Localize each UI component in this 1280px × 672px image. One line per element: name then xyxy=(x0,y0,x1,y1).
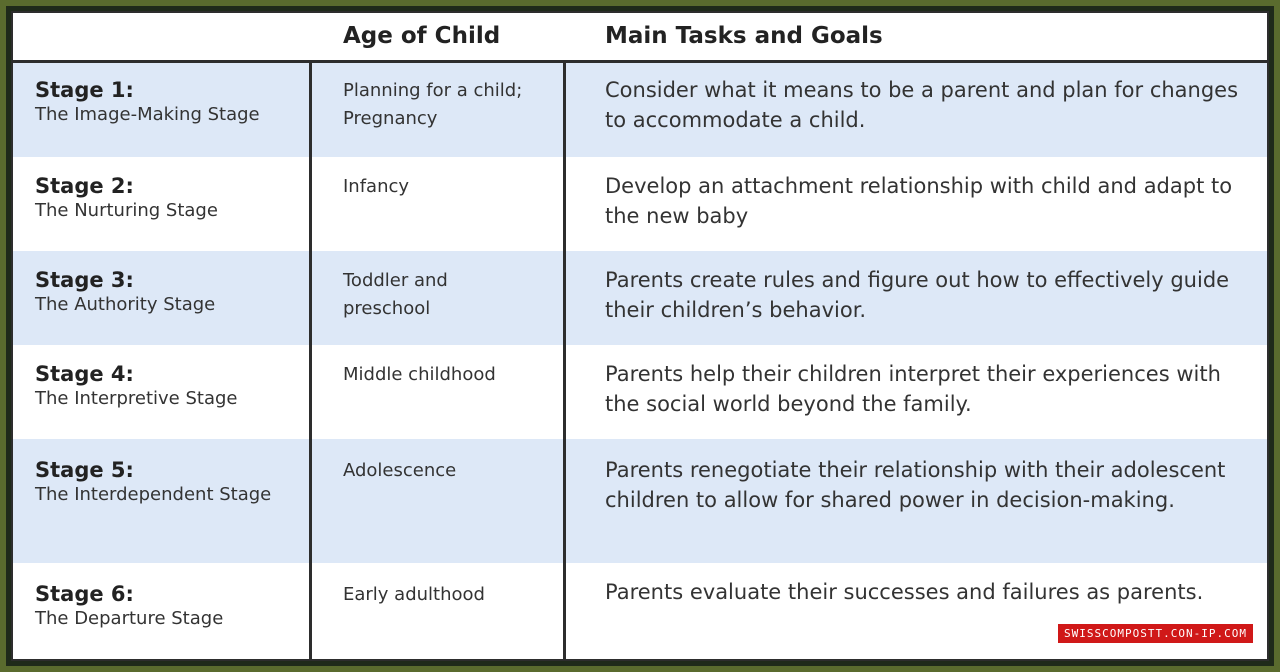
stage-name: The Interpretive Stage xyxy=(35,388,238,409)
age-cell: Middle childhood xyxy=(343,364,496,385)
age-cell: Adolescence xyxy=(343,460,457,481)
table-header-row xyxy=(13,13,1267,63)
stage-number: Stage 5: xyxy=(35,458,134,482)
stage-number: Stage 1: xyxy=(35,78,134,102)
column-divider-2 xyxy=(563,63,566,659)
goals-cell: Parents help their children interpret their experiences with the social world beyond the family. xyxy=(605,362,1221,416)
column-divider-1 xyxy=(309,63,312,659)
stage-number: Stage 3: xyxy=(35,268,134,292)
header-goals: Main Tasks and Goals xyxy=(605,23,883,49)
stage-number: Stage 4: xyxy=(35,362,134,386)
age-cell: Early adulthood xyxy=(343,584,485,605)
table-row xyxy=(13,345,1267,439)
table-row xyxy=(13,251,1267,345)
stage-name: The Image-Making Stage xyxy=(35,104,260,125)
goals-cell: Parents renegotiate their relationship with their adolescent children to allow for shared power in decision-making. xyxy=(605,458,1226,512)
stage-name: The Interdependent Stage xyxy=(35,484,272,505)
stage-name: The Departure Stage xyxy=(35,608,224,629)
table-row xyxy=(13,63,1267,157)
age-cell: Toddler and preschool xyxy=(343,270,448,319)
table-row xyxy=(13,157,1267,251)
parenting-stages-table xyxy=(11,11,1269,661)
stage-name: The Authority Stage xyxy=(35,294,216,315)
goals-cell: Parents evaluate their successes and failures as parents. xyxy=(605,580,1204,604)
table-row xyxy=(13,439,1267,563)
goals-cell: Consider what it means to be a parent and plan for changes to accommodate a child. xyxy=(605,78,1239,132)
goals-cell: Parents create rules and figure out how to effectively guide their children’s behavior. xyxy=(605,268,1230,322)
age-cell: Planning for a child; Pregnancy xyxy=(343,80,523,129)
goals-cell: Develop an attachment relationship with child and adapt to the new baby xyxy=(605,174,1233,228)
stage-name: The Nurturing Stage xyxy=(35,200,218,221)
age-cell: Infancy xyxy=(343,176,410,197)
stage-number: Stage 2: xyxy=(35,174,134,198)
stage-number: Stage 6: xyxy=(35,582,134,606)
header-age: Age of Child xyxy=(343,23,501,49)
inner-frame xyxy=(6,6,1274,666)
watermark-banner: SWISSCOMPOSTT.CON-IP.COM xyxy=(1058,624,1253,643)
